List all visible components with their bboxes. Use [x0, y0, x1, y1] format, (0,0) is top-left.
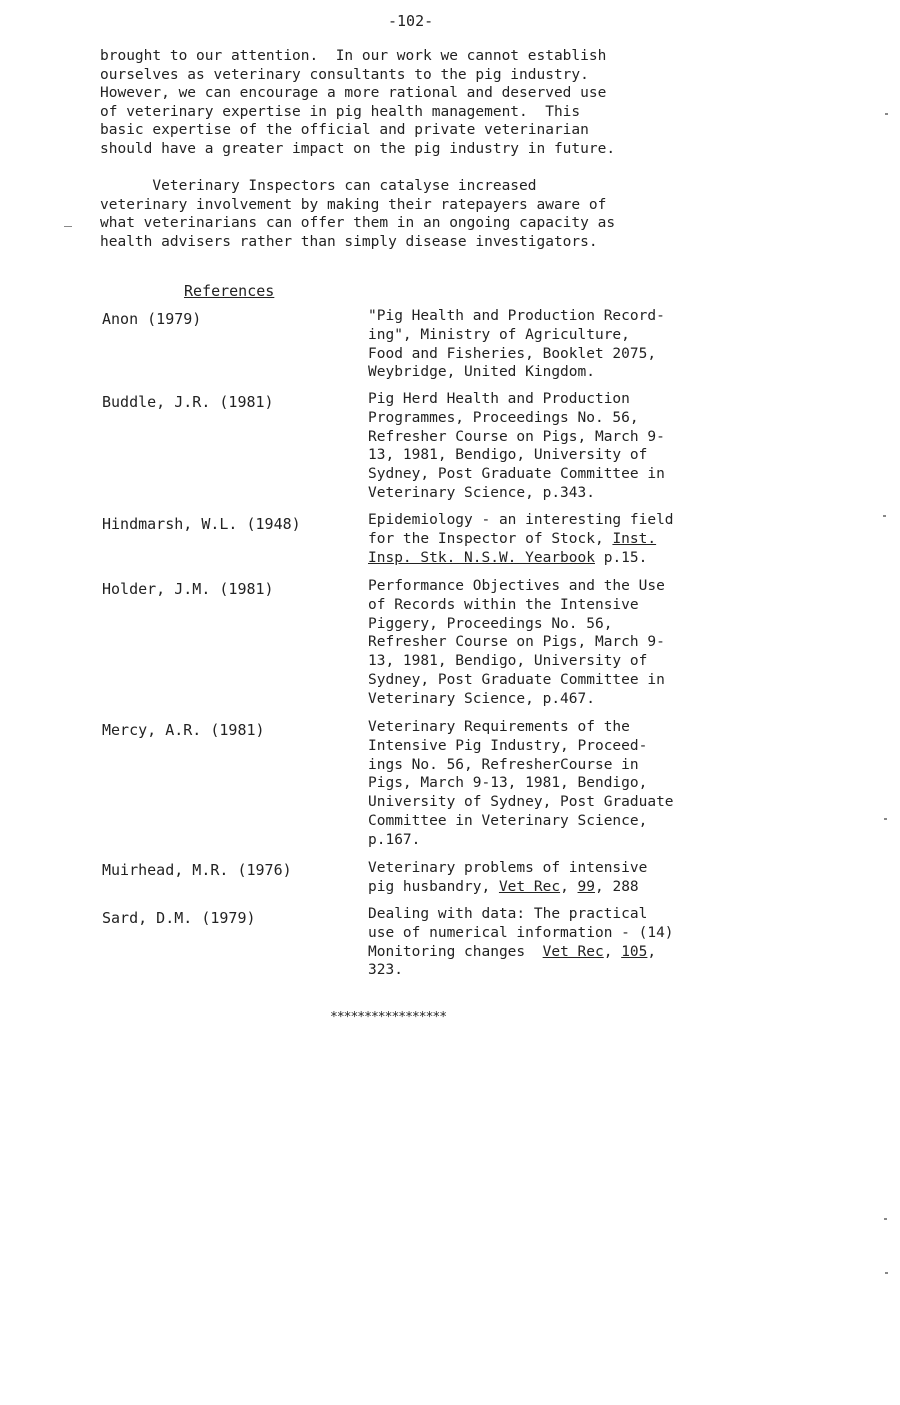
citation-line: Epidemiology - an interesting field: [368, 512, 674, 528]
body-paragraph-1: brought to our attention. In our work we cannot establish ourselves as veterinary consultants to the pig industry. However, we can encourage a more rational and deserved use of veterinary expertise in pig health management. This basic expertise of the official and private veterinarian should have a greater impact on the pig industry in future.: [100, 48, 616, 157]
citation-text: , 288: [595, 878, 639, 895]
references-heading: References: [184, 282, 275, 300]
reference-citation-anon: "Pig Health and Production Record- ing", Ministry of Agriculture, Food and Fisheries, Booklet 2075, Weybridge, United Kingdom.: [368, 308, 665, 381]
reference-author-buddle: Buddle, J.R. (1981): [102, 393, 274, 411]
scan-speck: [884, 818, 887, 820]
reference-citation-mercy: Veterinary Requirements of the Intensive Pig Industry, Proceed- ings No. 56, RefresherCourse in Pigs, March 9-13, 1981, Bendigo, University of Sydney, Post Graduate Committee in Veterinary Science, p.167.: [368, 719, 674, 848]
citation-line: Dealing with data: The practical: [368, 906, 648, 922]
scan-speck: [884, 1218, 887, 1220]
reference-citation-hindmarsh: [368, 511, 748, 567]
body-paragraph-2: Veterinary Inspectors can catalyse increased veterinary involvement by making their ratepayers aware of what veterinarians can offer them in an ongoing capacity as health advisers rather than simply disease investigators.: [100, 178, 616, 250]
reference-citation-buddle: Pig Herd Health and Production Programmes, Proceedings No. 56, Refresher Course on Pigs, March 9- 13, 1981, Bendigo, University of Sydney, Post Graduate Committee in Veterinary Science, p.343.: [368, 391, 665, 501]
scan-speck: [64, 226, 72, 227]
underlined-volume: 105: [621, 943, 648, 960]
reference-author-anon: Anon (1979): [102, 310, 202, 328]
reference-author-hindmarsh: Hindmarsh, W.L. (1948): [102, 515, 301, 533]
reference-citation-sard: [368, 905, 748, 980]
scan-speck: [885, 113, 888, 115]
reference-author-mercy: Mercy, A.R. (1981): [102, 721, 265, 739]
citation-text: ,: [647, 943, 657, 960]
reference-author-sard: Sard, D.M. (1979): [102, 909, 256, 927]
reference-citation-holder: Performance Objectives and the Use of Records within the Intensive Piggery, Proceedings No. 56, Refresher Course on Pigs, March 9- 13, 1981, Bendigo, University of Sydney, Post Graduate Committee in Veterinary Science, p.467.: [368, 578, 665, 707]
underlined-journal: Vet Rec: [498, 878, 561, 895]
citation-line: use of numerical information - (14): [368, 924, 674, 941]
scan-speck: [883, 515, 886, 517]
citation-text: ,: [560, 878, 578, 895]
citation-line: Veterinary problems of intensive: [368, 860, 648, 876]
reference-citation-muirhead: [368, 859, 748, 897]
underlined-journal: Vet Rec: [542, 943, 604, 960]
underlined-journal: Inst.: [612, 530, 657, 547]
reference-author-holder: Holder, J.M. (1981): [102, 580, 274, 598]
citation-text: ,: [603, 943, 622, 960]
citation-text: pig husbandry,: [368, 878, 499, 895]
scan-speck: [885, 1272, 888, 1274]
underlined-journal: Insp. Stk. N.S.W. Yearbook: [368, 549, 595, 566]
citation-text: for the Inspector of Stock,: [368, 530, 613, 547]
citation-text: p.15.: [594, 549, 648, 566]
page-number: -102-: [388, 12, 434, 30]
reference-author-muirhead: Muirhead, M.R. (1976): [102, 861, 292, 879]
citation-text: Monitoring changes: [368, 943, 543, 960]
end-of-section-marker: *****************: [330, 1010, 447, 1025]
underlined-volume: 99: [577, 878, 595, 895]
citation-line: 323.: [368, 962, 403, 979]
